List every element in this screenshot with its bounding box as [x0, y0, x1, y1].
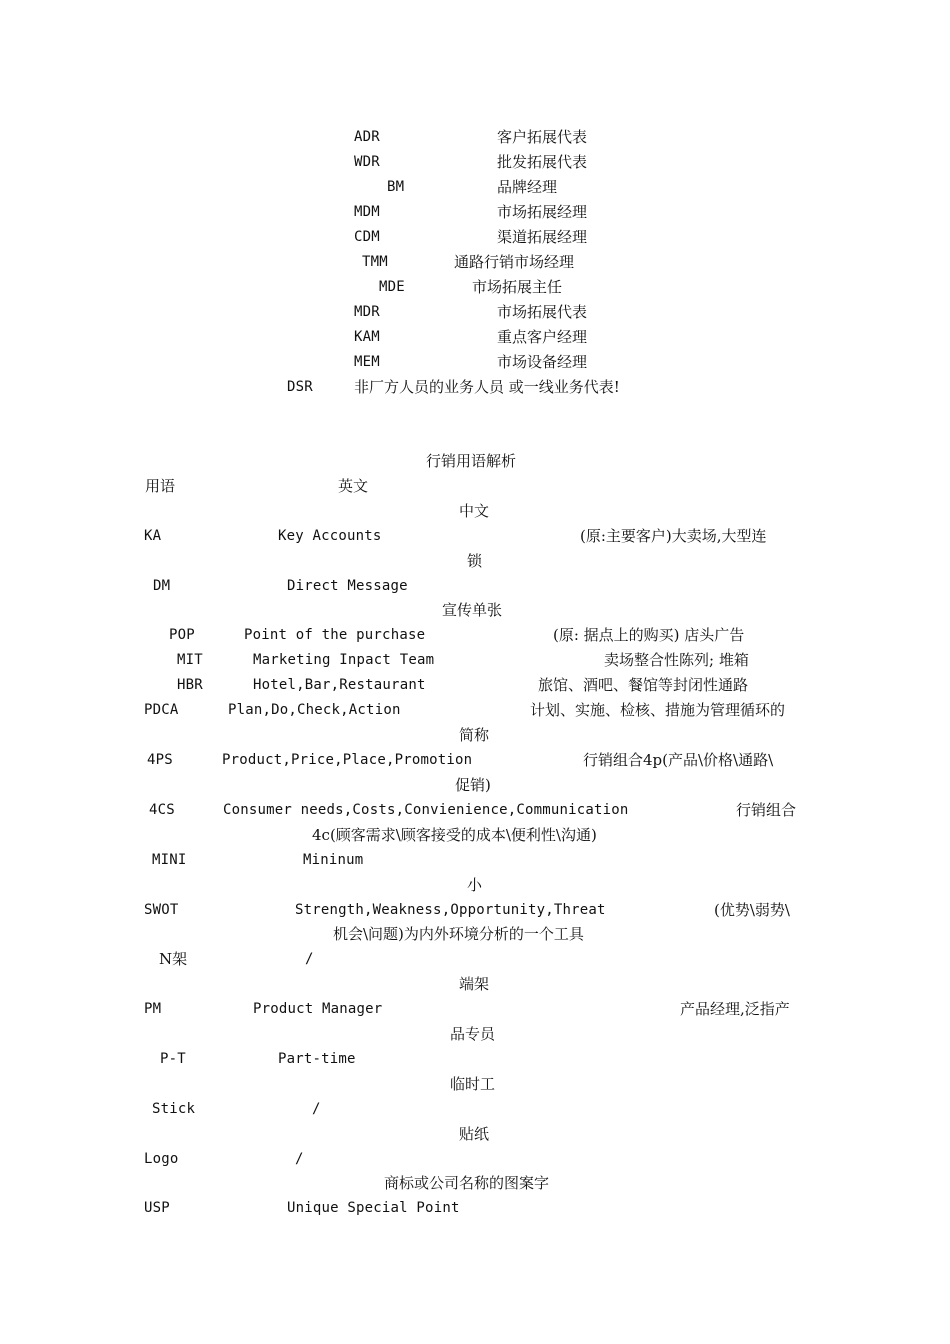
role-abbr-cdm: CDM: [354, 229, 380, 245]
chinese-pdca-cont: 简称: [459, 726, 490, 744]
chinese-mit: 卖场整合性陈列; 堆箱: [604, 651, 749, 669]
term-dm: DM: [153, 578, 171, 594]
term-pop: POP: [169, 627, 195, 643]
term-ka: KA: [144, 528, 162, 544]
english-pt: Part-time: [278, 1051, 356, 1067]
chinese-pop: (原: 据点上的购买) 店头广告: [553, 626, 745, 644]
chinese-pt: 临时工: [450, 1075, 496, 1093]
role-abbr-mdm: MDM: [354, 204, 380, 220]
chinese-pm: 产品经理,泛指产: [680, 1000, 790, 1018]
term-hbr: HBR: [177, 677, 203, 693]
role-abbr-kam: KAM: [354, 329, 380, 345]
english-4ps: Product,Price,Place,Promotion: [222, 752, 473, 768]
term-mini: MINI: [152, 852, 187, 868]
chinese-swot: (优势\弱势\: [714, 901, 790, 919]
english-pm: Product Manager: [253, 1001, 383, 1017]
role-desc-mde: 市场拓展主任: [472, 278, 563, 296]
role-desc-bm: 品牌经理: [497, 178, 558, 196]
chinese-4ps-cont: 促销): [455, 776, 491, 794]
chinese-4cs: 行销组合: [736, 801, 797, 819]
term-swot: SWOT: [144, 902, 179, 918]
role-desc-mem: 市场设备经理: [497, 353, 588, 371]
term-4ps: 4PS: [147, 752, 173, 768]
role-abbr-dsr: DSR: [287, 379, 313, 395]
english-dm: Direct Message: [287, 578, 408, 594]
term-4cs: 4CS: [149, 802, 175, 818]
english-usp: Unique Special Point: [287, 1200, 460, 1216]
english-mini: Mininum: [303, 852, 364, 868]
role-abbr-adr: ADR: [354, 129, 380, 145]
role-desc-wdr: 批发拓展代表: [497, 153, 588, 171]
term-mit: MIT: [177, 652, 203, 668]
chinese-4ps: 行销组合4p(产品\价格\通路\: [583, 751, 774, 769]
role-abbr-mem: MEM: [354, 354, 380, 370]
header-term: 用语: [145, 477, 176, 495]
chinese-n-shelf: 端架: [459, 975, 490, 993]
english-stick: /: [312, 1101, 321, 1117]
english-mit: Marketing Inpact Team: [253, 652, 435, 668]
english-hbr: Hotel,Bar,Restaurant: [253, 677, 426, 693]
role-desc-mdm: 市场拓展经理: [497, 203, 588, 221]
english-swot: Strength,Weakness,Opportunity,Threat: [295, 902, 606, 918]
role-abbr-tmm: TMM: [362, 254, 388, 270]
header-english: 英文: [338, 477, 369, 495]
glossary-title: 行销用语解析: [426, 452, 517, 470]
role-abbr-mde: MDE: [379, 279, 405, 295]
role-desc-kam: 重点客户经理: [497, 328, 588, 346]
term-usp: USP: [144, 1200, 170, 1216]
chinese-swot-cont: 机会\问题)为内外环境分析的一个工具: [333, 925, 584, 943]
chinese-mini: 小: [467, 876, 483, 894]
role-desc-adr: 客户拓展代表: [497, 128, 588, 146]
chinese-logo: 商标或公司名称的图案字: [384, 1174, 550, 1192]
role-abbr-mdr: MDR: [354, 304, 380, 320]
chinese-4cs-cont: 4c(顾客需求\顾客接受的成本\便利性\沟通): [312, 826, 597, 844]
term-stick: Stick: [152, 1101, 196, 1117]
role-desc-mdr: 市场拓展代表: [497, 303, 588, 321]
role-desc-dsr: 非厂方人员的业务人员 或一线业务代表!: [354, 378, 620, 396]
term-pdca: PDCA: [144, 702, 179, 718]
chinese-pdca: 计划、实施、检核、措施为管理循环的: [530, 701, 786, 719]
header-chinese: 中文: [459, 502, 490, 520]
english-pop: Point of the purchase: [244, 627, 426, 643]
english-logo: /: [295, 1151, 304, 1167]
english-n-shelf: /: [305, 951, 314, 967]
chinese-stick: 贴纸: [459, 1125, 490, 1143]
chinese-hbr: 旅馆、酒吧、餐馆等封闭性通路: [538, 676, 749, 694]
role-desc-cdm: 渠道拓展经理: [497, 228, 588, 246]
term-pm: PM: [144, 1001, 162, 1017]
term-logo: Logo: [144, 1151, 179, 1167]
term-pt: P-T: [160, 1051, 186, 1067]
role-abbr-bm: BM: [387, 179, 405, 195]
role-abbr-wdr: WDR: [354, 154, 380, 170]
chinese-dm: 宣传单张: [442, 601, 503, 619]
english-ka: Key Accounts: [278, 528, 382, 544]
chinese-pm-cont: 品专员: [450, 1025, 496, 1043]
english-4cs: Consumer needs,Costs,Convienience,Communication: [223, 802, 629, 818]
role-desc-tmm: 通路行销市场经理: [454, 253, 575, 271]
term-n-shelf: N架: [159, 950, 188, 968]
chinese-ka: (原:主要客户)大卖场,大型连: [580, 527, 767, 545]
chinese-ka-cont: 锁: [467, 552, 483, 570]
english-pdca: Plan,Do,Check,Action: [228, 702, 401, 718]
